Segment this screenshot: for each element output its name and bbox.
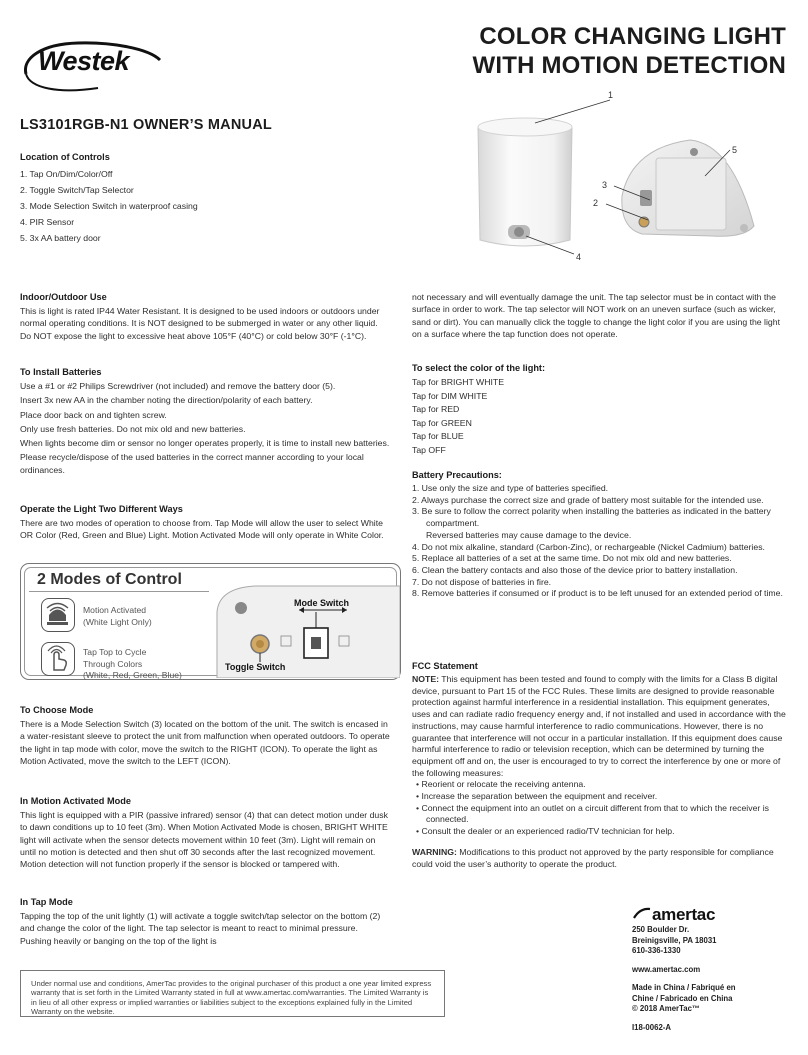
section-text: This is light is rated IP44 Water Resistant. It is designed to be used indoors or outdoors under normal operating conditions. It is NOT designed to be submerged in water or any other liquid. Do NOT expose the light to excessive heat above 105°F (40°C) or cold below 30°F (-1°C).	[20, 306, 380, 341]
section-heading: Battery Precautions:	[412, 470, 502, 480]
list-item: 6. Clean the battery contacts and also those of the device prior to battery installation.	[412, 564, 738, 575]
modes-inner-frame	[24, 567, 397, 680]
logo-text: Westek	[38, 46, 130, 76]
section-heading: To Choose Mode	[20, 705, 94, 715]
fcc-warning	[412, 847, 790, 870]
section-heading: In Motion Activated Mode	[20, 796, 131, 806]
list-item: Tap for BLUE	[412, 431, 464, 441]
amertac-logo	[632, 905, 792, 925]
list-item: 1. Use only the size and type of batteries specified.	[412, 483, 609, 493]
section-line: Use a #1 or #2 Philips Screwdriver (not included) and remove the battery door (5).	[20, 381, 336, 391]
list-item: Reversed batteries may cause damage to the device.	[426, 529, 632, 540]
section-line: When lights become dim or sensor no longer operates properly, it is time to install new batteries.	[20, 438, 390, 449]
list-item: 5. Replace all batteries of a set at the same time. Do not mix old and new batteries.	[412, 553, 732, 564]
list-item: 2. Toggle Switch/Tap Selector	[20, 185, 134, 195]
section-heading: FCC Statement	[412, 661, 478, 671]
copyright: © 2018 AmerTac™	[632, 1004, 700, 1013]
callout-2: 2	[593, 198, 599, 208]
controls-heading: Location of Controls	[20, 152, 110, 162]
controls-list	[20, 166, 280, 246]
warranty-text: Under normal use and conditions, AmerTac provides to the original purchaser of this product a one year limited express warranty that is set forth in the Limited Warranty stated in full at www.amertac.com/warranties. The Limited Warranty is in lieu of all other express or implied warranties or liabilities subject to the exceptions explained fully in the Limited Warranty on the website.	[31, 979, 432, 1016]
amertac-swoosh-icon	[632, 906, 652, 922]
battery-precautions-section	[412, 469, 790, 600]
callout-3: 3	[602, 180, 608, 190]
list-item: • Connect the equipment into an outlet on a circuit different from that to which the receiver is connected.	[416, 802, 769, 825]
list-item: • Consult the dealer or an experienced radio/TV technician for help.	[416, 826, 675, 837]
fcc-note	[412, 674, 790, 779]
made-in-line-1: Made in China / Fabriqué en	[632, 983, 736, 992]
list-item: • Reorient or relocate the receiving antenna.	[416, 779, 586, 790]
list-item: 4. Do not mix alkaline, standard (Carbon-Zinc), or rechargeable (Nickel Cadmium) batteries.	[412, 541, 765, 552]
mode1-line1: Motion Activated	[83, 605, 147, 615]
callout-1: 1	[608, 90, 614, 100]
tap-mode-continued	[412, 291, 790, 340]
section-text: There is a Mode Selection Switch (3) located on the bottom of the unit. The switch is encased in a water-resistant sleeve to protect the unit from malfunction when operated outdoors. To operate the light in tap mode with color, move the switch to the RIGHT (ICON). To operate the light as Motion Activated, move the switch to the LEFT (ICON).	[20, 719, 390, 766]
list-item: 7. Do not dispose of batteries in fire.	[412, 576, 552, 587]
section-text: Tapping the top of the unit lightly (1) will activate a toggle switch/tap selector on the bottom (2) and change the color of the light. The tap selector is meant to react to minimal pressure. Pushing heavily or banging on the top of the light is	[20, 911, 381, 946]
motion-sensor-icon	[41, 598, 75, 632]
mode1-label	[83, 605, 152, 628]
list-item: Tap for BRIGHT WHITE	[412, 377, 505, 387]
indoor-outdoor-section	[20, 291, 390, 342]
list-item: 8. Remove batteries if consumed or if product is to be left unused for an extended period of time.	[412, 588, 783, 599]
phone: 610-336-1330	[632, 946, 681, 955]
section-line: Insert 3x new AA in the chamber noting the direction/polarity of each battery.	[20, 395, 313, 406]
mode2-line2: Through Colors	[83, 658, 143, 669]
list-item: 3. Be sure to follow the correct polarity when installing the batteries as indicated in the battery compartment.	[412, 506, 771, 529]
list-item: Tap for DIM WHITE	[412, 390, 488, 401]
operate-section	[20, 503, 390, 542]
list-item: Tap for RED	[412, 404, 460, 414]
address-line-1: 250 Boulder Dr.	[632, 925, 690, 934]
list-item: 5. 3x AA battery door	[20, 233, 101, 243]
amertac-brand-text: amertac	[652, 905, 716, 924]
fcc-section	[412, 660, 790, 870]
modes-of-control-box	[20, 563, 401, 680]
section-heading: To select the color of the light:	[412, 363, 546, 373]
warning-text: Modifications to this product not approved by the party responsible for compliance could void the user’s authority to operate the product.	[412, 846, 774, 869]
modes-divider	[29, 591, 209, 592]
precautions-list	[412, 483, 790, 600]
list-item: 1. Tap On/Dim/Color/Off	[20, 169, 113, 179]
company-info	[632, 905, 792, 1033]
product-title-line2: WITH MOTION DETECTION	[472, 52, 786, 79]
list-item: Tap for GREEN	[412, 417, 472, 428]
address-line-2: Breinigsville, PA 18031	[632, 935, 717, 945]
callout-4: 4	[576, 252, 582, 262]
section-heading: In Tap Mode	[20, 897, 73, 907]
location-of-controls	[20, 151, 280, 246]
section-text: This light is equipped with a PIR (passive infrared) sensor (4) that can detect motion under dusk to dawn conditions up to 10 feet (3m). When Motion Activated Mode is chosen, BRIGHT WHITE light will activate when the sensor detects movement within 10 feet (3m). Light will remain on until no motion is detected and then shut off 30 seconds after the last recognized movement. Motion detection will not function properly if the sensor is blocked or tampered with.	[20, 810, 388, 870]
section-line: Please recycle/dispose of the used batteries in the correct manner according to your local ordinances.	[20, 452, 364, 475]
tap-mode-section	[20, 896, 390, 947]
motion-mode-section	[20, 795, 390, 870]
section-text: not necessary and will eventually damage the unit. The tap selector must be in contact with the surface in order to work. The tap selector will NOT work on an uneven surface (such as wicker, sand or dirt). You can manually click the toggle to change the light color if you are using the light on a surface where the tap function does not operate.	[412, 292, 780, 339]
mode2-label	[83, 647, 182, 682]
westek-logo	[18, 38, 163, 98]
section-line: Only use fresh batteries. Do not mix old and new batteries.	[20, 423, 246, 434]
callout-lines	[440, 88, 800, 268]
note-label: NOTE:	[412, 674, 440, 684]
select-color-section	[412, 362, 790, 457]
install-batteries-section	[20, 366, 390, 476]
list-item: 3. Mode Selection Switch in waterproof casing	[20, 201, 198, 211]
product-title-line1: COLOR CHANGING LIGHT	[479, 23, 786, 50]
fcc-measures	[412, 779, 790, 838]
list-item: • Increase the separation between the equipment and receiver.	[416, 791, 658, 802]
tap-hand-icon	[41, 642, 75, 676]
section-text: There are two modes of operation to choose from. Tap Mode will allow the user to select White OR Color (Red, Green and Blue) Light. Motion Activated Mode will only operate in White Color.	[20, 518, 384, 541]
toggle-switch-label: Toggle Switch	[225, 662, 286, 672]
list-item: Tap OFF	[412, 444, 446, 455]
callout-5: 5	[732, 145, 738, 155]
list-item: 2. Always purchase the correct size and grade of battery most suitable for the intended use.	[412, 494, 764, 505]
document-code: I18-0062-A	[632, 1022, 672, 1032]
section-heading: Operate the Light Two Different Ways	[20, 504, 183, 514]
product-title	[366, 22, 786, 80]
mode2-line3: (White, Red, Green, Blue)	[83, 670, 182, 680]
choose-mode-section	[20, 704, 390, 767]
warranty-box	[20, 970, 445, 1017]
modes-title: 2 Modes of Control	[37, 571, 182, 588]
mode1-line2: (White Light Only)	[83, 616, 152, 627]
section-heading: To Install Batteries	[20, 367, 102, 377]
website: www.amertac.com	[632, 964, 701, 974]
warning-label: WARNING:	[412, 846, 457, 857]
list-item: 4. PIR Sensor	[20, 217, 75, 227]
note-text: This equipment has been tested and found to comply with the limits for a Class B digital device, pursuant to Part 15 of the FCC Rules. These limits are designed to provide reasonable protection against harmful interference in a residential installation. This equipment generates, uses and can radiate radio frequency energy and, if not installed and used in accordance with the instructions, may cause harmful interference to radio communications. However, there is no guarantee that interference will not occur in a particular installation. If this equipment does cause harmful interference to radio or television reception, which can be determined by turning the equipment off and on, the user is encouraged to try to correct the interference by one or more of the following measures:	[412, 674, 786, 778]
section-line: Place door back on and tighten screw.	[20, 409, 167, 420]
mode2-line1: Tap Top to Cycle	[83, 647, 147, 657]
manual-title: LS3101RGB-N1 OWNER’S MANUAL	[20, 117, 272, 133]
section-heading: Indoor/Outdoor Use	[20, 292, 107, 302]
made-in-line-2: Chine / Fabricado en China	[632, 993, 733, 1003]
mode-switch-label: Mode Switch	[294, 598, 350, 608]
